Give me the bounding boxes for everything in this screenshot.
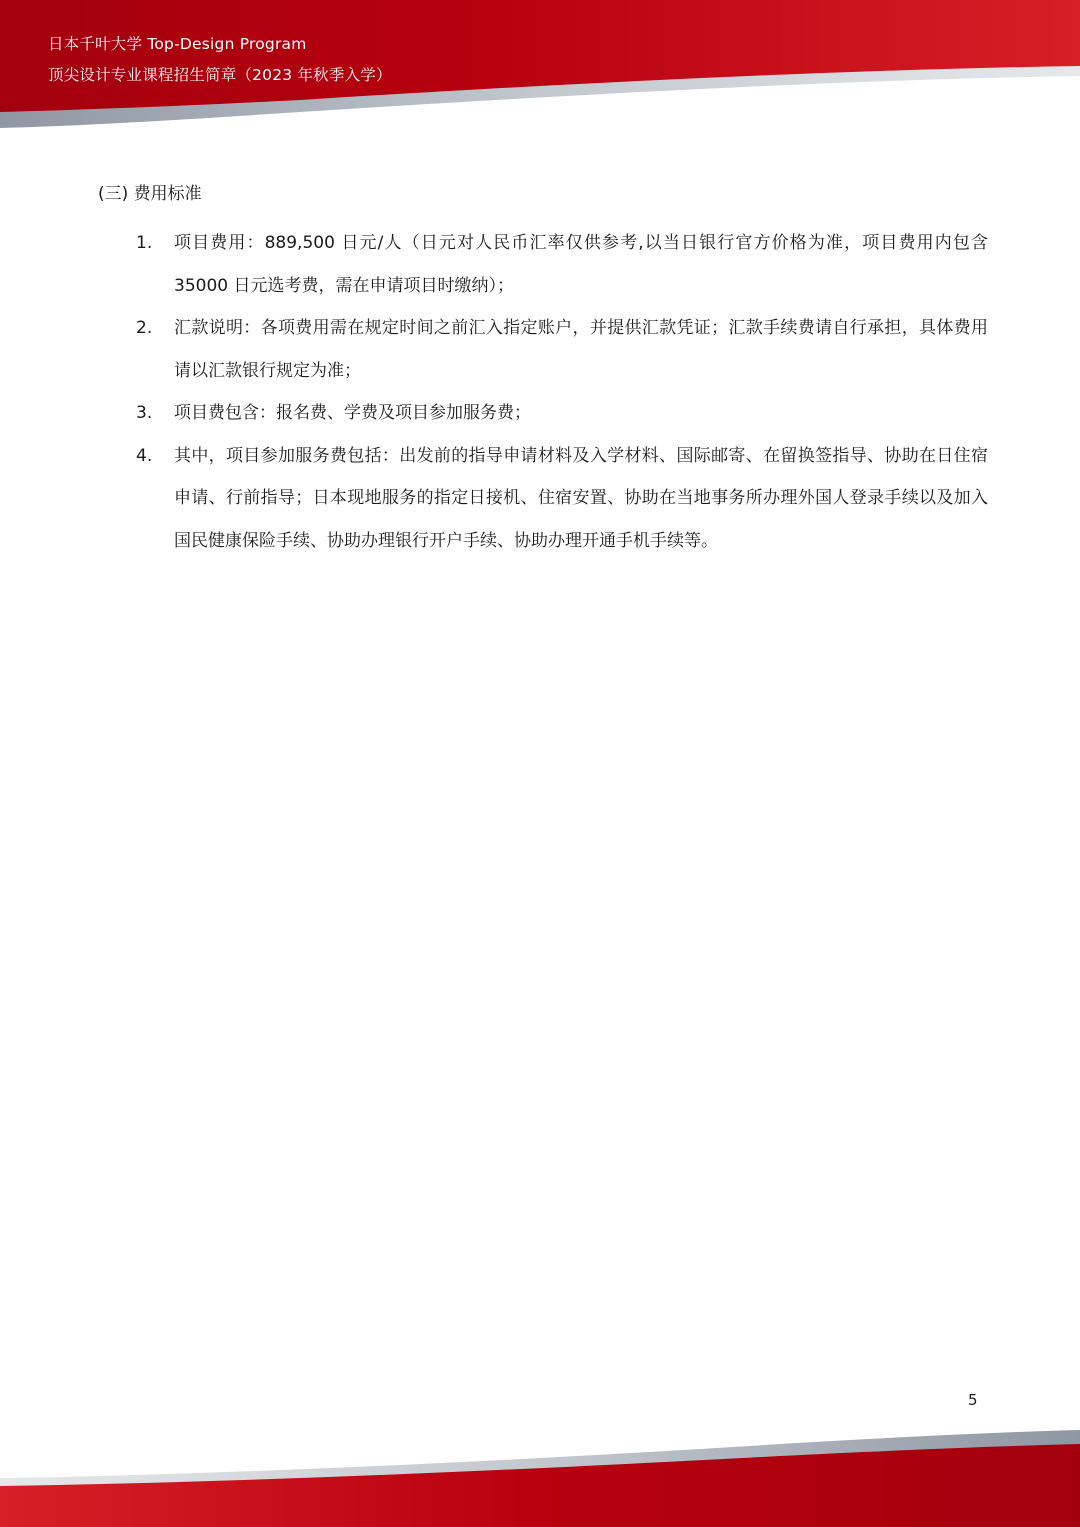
list-item — [98, 307, 988, 392]
list-item-text: 项目费用：889,500 日元/人（日元对人民币汇率仅供参考,以当日银行官方价格为准，项目费用内包含 35000 日元选考费，需在申请项目时缴纳）； — [174, 233, 988, 296]
page-number: 5 — [968, 1391, 978, 1409]
list-item-number: 3. — [136, 403, 153, 423]
header-subtitle: 顶尖设计专业课程招生简章（2023 年秋季入学） — [48, 66, 392, 84]
section-heading: (三) 费用标准 — [98, 184, 202, 204]
header-title: 日本千叶大学 Top-Design Program — [48, 35, 307, 53]
document-body — [98, 178, 988, 562]
list-item — [98, 392, 988, 435]
list-item-text: 其中，项目参加服务费包括：出发前的指导申请材料及入学材料、国际邮寄、在留换签指导、协助在日住宿申请、行前指导；日本现地服务的指定日接机、住宿安置、协助在当地事务所办理外国人登录手续以及加入国民健康保险手续、协助办理银行开户手续、协助办理开通手机手续等。 — [174, 445, 988, 551]
list-item-text: 汇款说明：各项费用需在规定时间之前汇入指定账户，并提供汇款凭证；汇款手续费请自行承担，具体费用请以汇款银行规定为准； — [174, 318, 988, 381]
list-item-number: 2. — [136, 318, 153, 338]
list-item-number: 1. — [136, 233, 153, 253]
fee-list — [98, 222, 988, 562]
footer-wave-graphic — [0, 1420, 1080, 1527]
footer-band — [0, 1420, 1080, 1527]
list-item — [98, 435, 988, 563]
list-item — [98, 222, 988, 307]
list-item-text: 项目费包含：报名费、学费及项目参加服务费； — [174, 403, 531, 423]
list-item-number: 4. — [136, 445, 153, 466]
